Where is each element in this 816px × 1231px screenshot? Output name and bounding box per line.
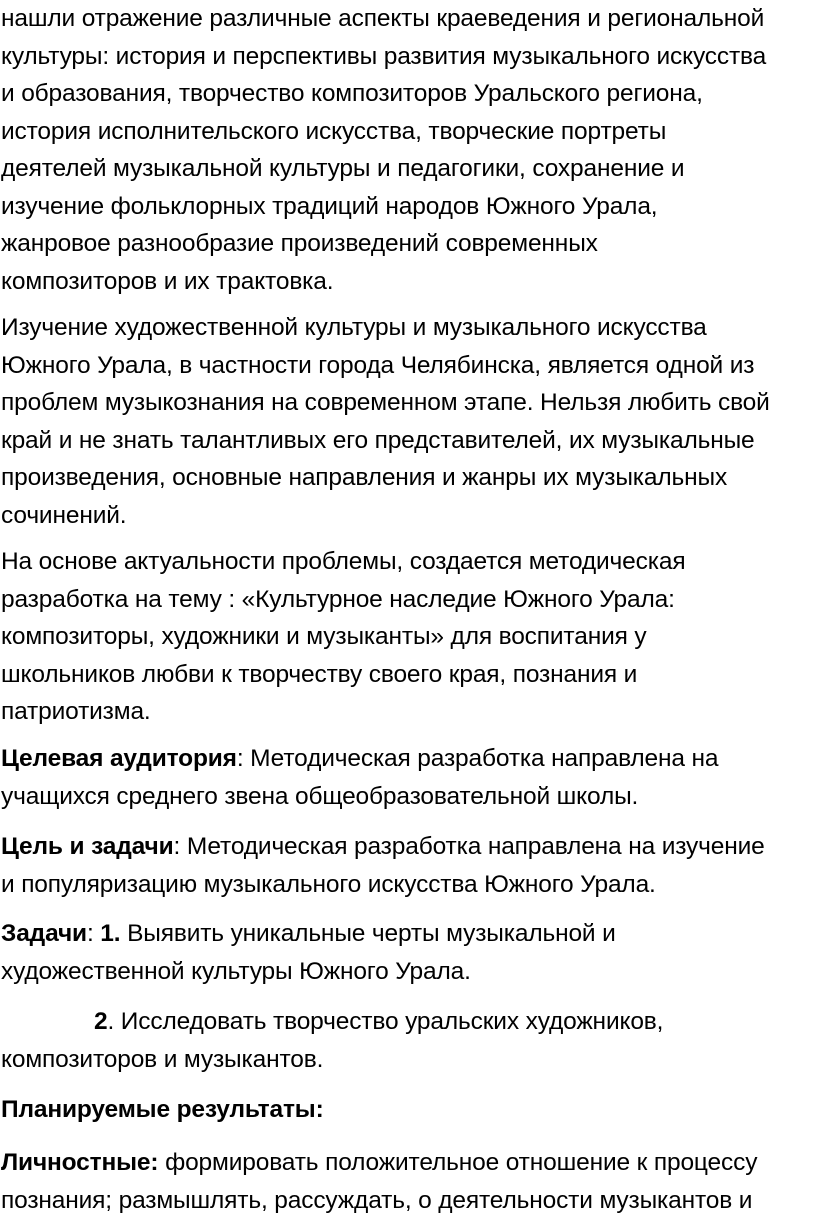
target-audience-paragraph	[1, 740, 718, 815]
text-line	[1, 1144, 757, 1182]
basis-paragraph	[1, 543, 685, 731]
text-line: школьников любви к творчеству своего края, познания и	[1, 660, 638, 688]
text-line: история исполнительского искусства, творческие портреты	[1, 117, 667, 145]
text-line: Планируемые результаты:	[1, 1096, 324, 1123]
task-number-2: 2	[94, 1008, 108, 1035]
text-line: проблем музыкознания на современном этапе. Нельзя любить свой	[1, 389, 770, 416]
text-line: патриотизма.	[1, 698, 151, 725]
text-line: культуры: история и перспективы развития музыкального искусства	[1, 42, 767, 70]
text-line: композиторы, художники и музыканты» для воспитания у	[1, 623, 647, 650]
text-line: композиторов и их трактовка.	[1, 267, 334, 295]
text-fragment: формировать положительное отношение к процессу	[158, 1149, 758, 1176]
text-fragment: . Исследовать творчество уральских художников,	[107, 1008, 664, 1035]
personal-results-paragraph	[1, 1144, 757, 1219]
text-line: познания; размышлять, рассуждать, о деятельности музыкантов и	[1, 1186, 753, 1214]
text-line: нашли отражение различные аспекты краеведения и региональной	[1, 5, 765, 32]
text-line	[1, 828, 765, 866]
text-line: край и не знать талантливых его представителей, их музыкальные	[1, 426, 755, 454]
goal-label: Цель и задачи	[1, 833, 174, 860]
text-fragment: : Методическая разработка направлена на	[236, 745, 719, 772]
text-line	[1, 740, 718, 778]
intro-paragraph	[1, 0, 766, 300]
text-line: разработка на тему : «Культурное наследие Южного Урала:	[1, 585, 675, 613]
text-line: изучение фольклорных традиций народов Южного Урала,	[1, 192, 658, 220]
text-line: жанровое разнообразие произведений современных	[1, 230, 598, 257]
text-line: сочинений.	[1, 501, 127, 529]
text-fragment: :	[86, 920, 101, 947]
tasks-paragraph	[1, 915, 616, 990]
task-2-paragraph	[1, 1003, 663, 1078]
text-line: художественной культуры Южного Урала.	[1, 957, 471, 985]
target-audience-label: Целевая аудитория	[1, 745, 237, 772]
text-line: Южного Урала, в частности города Челябинска, является одной из	[1, 351, 755, 379]
text-line: деятелей музыкальной культуры и педагогики, сохранение и	[1, 155, 685, 182]
text-line: На основе актуальности проблемы, создается методическая	[1, 548, 686, 575]
text-line: учащихся среднего звена общеобразовательной школы.	[1, 782, 639, 810]
text-line: и образования, творчество композиторов Уральского региона,	[1, 80, 703, 107]
personal-label: Личностные:	[1, 1149, 159, 1176]
task-number-1: 1.	[100, 920, 121, 947]
tasks-label: Задачи	[1, 920, 87, 947]
text-line	[1, 1003, 663, 1041]
goal-paragraph	[1, 828, 765, 903]
relevance-paragraph	[1, 309, 770, 534]
text-line: композиторов и музыкантов.	[1, 1045, 324, 1073]
text-fragment: Выявить уникальные черты музыкальной и	[120, 920, 616, 947]
text-fragment: : Методическая разработка направлена на изучение	[173, 833, 765, 860]
text-line	[1, 915, 616, 953]
planned-results-heading	[1, 1091, 324, 1129]
text-line: и популяризацию музыкального искусства Южного Урала.	[1, 870, 656, 898]
text-line: произведения, основные направления и жанры их музыкальных	[1, 464, 728, 491]
text-line: Изучение художественной культуры и музыкального искусства	[1, 314, 707, 341]
